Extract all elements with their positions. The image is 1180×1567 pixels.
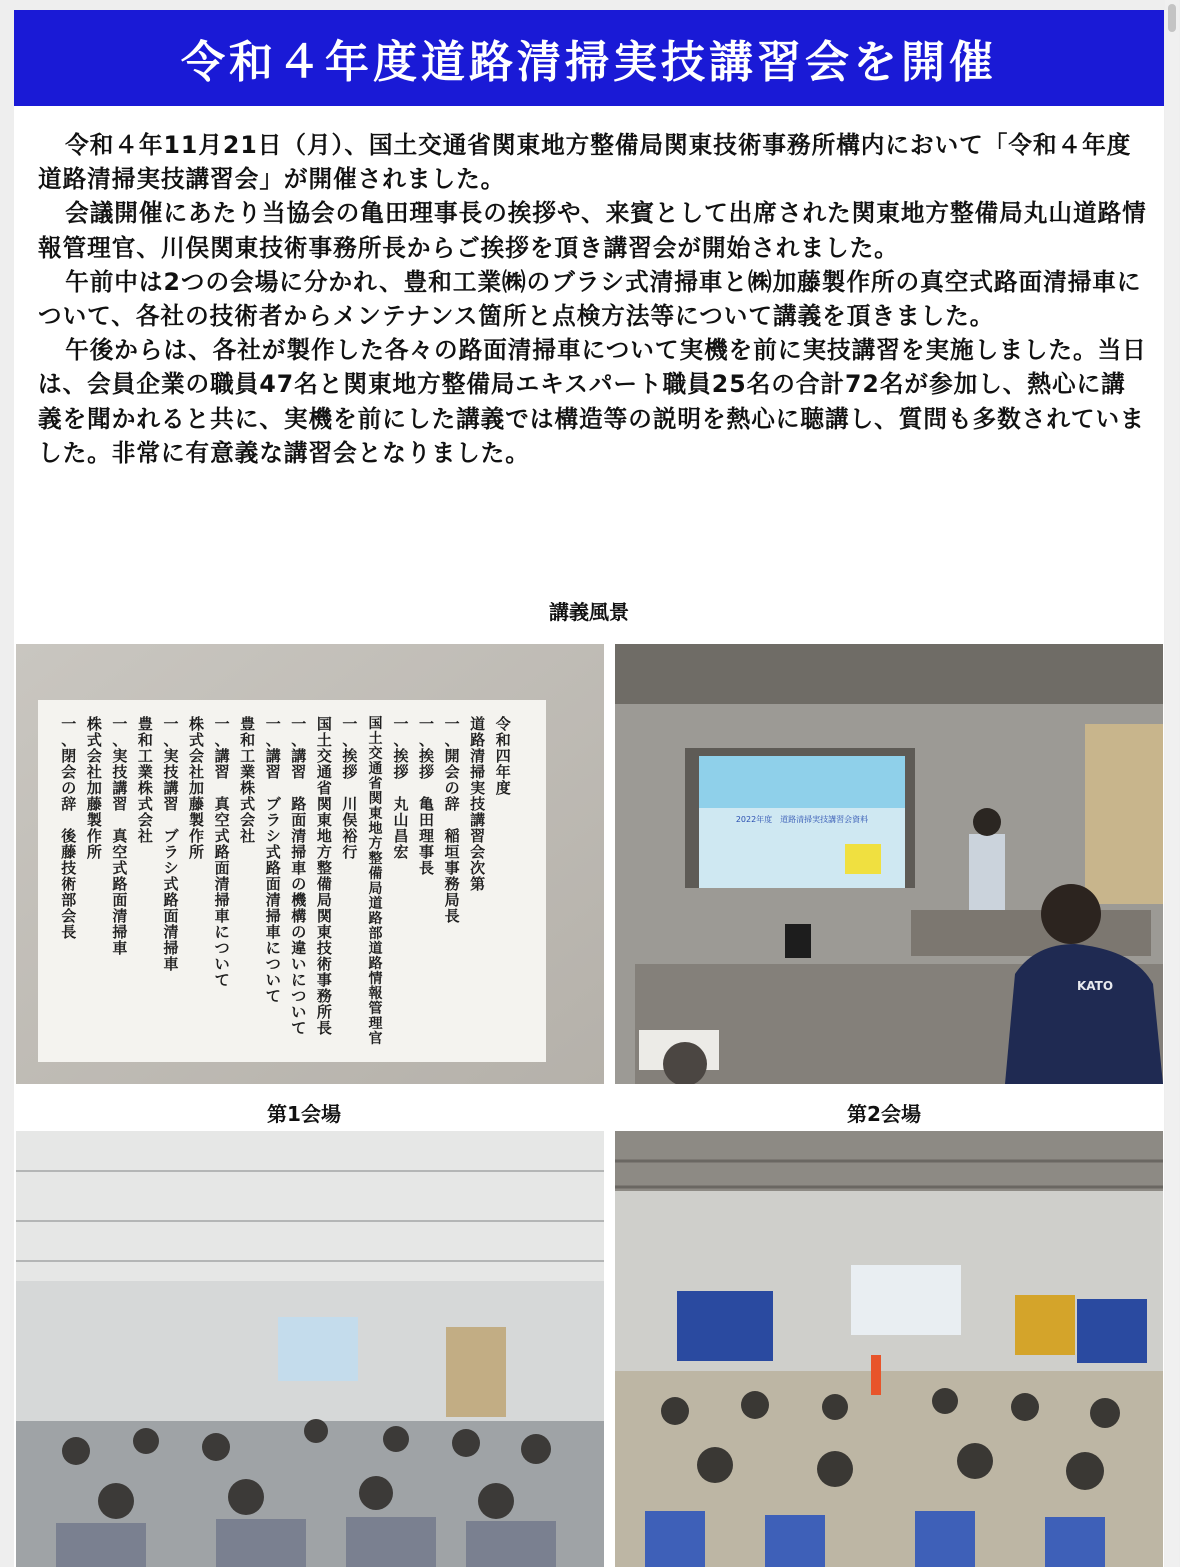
agenda-char: 長 bbox=[316, 1019, 332, 1037]
agenda-char: 路 bbox=[214, 843, 230, 861]
agenda-char: 会 bbox=[86, 747, 102, 765]
agenda-char: 術 bbox=[316, 955, 332, 973]
agenda-char: 工 bbox=[137, 747, 153, 765]
agenda-char: 一 bbox=[265, 715, 281, 733]
agenda-char: 講 bbox=[470, 811, 486, 829]
agenda-char: 一 bbox=[342, 715, 358, 733]
agenda-char: 路 bbox=[163, 891, 179, 909]
agenda-char: 社 bbox=[137, 827, 153, 845]
agenda-char: 社 bbox=[189, 763, 205, 781]
agenda-char: 交 bbox=[368, 746, 383, 762]
agenda-char: 会 bbox=[444, 763, 460, 781]
agenda-char: 車 bbox=[291, 859, 307, 877]
agenda-char: 株 bbox=[189, 715, 205, 733]
article-page bbox=[14, 10, 1164, 1567]
agenda-char: 製 bbox=[86, 811, 102, 829]
agenda-char: 裕 bbox=[342, 827, 358, 845]
agenda-char: 路 bbox=[368, 911, 383, 927]
agenda-char: 備 bbox=[368, 866, 383, 882]
agenda-char: 和 bbox=[495, 731, 511, 749]
agenda-char: 、 bbox=[61, 731, 77, 749]
hall1-photo bbox=[16, 1131, 604, 1567]
agenda-char: 業 bbox=[240, 763, 256, 781]
agenda-photo-image bbox=[16, 644, 604, 1084]
agenda-char: 会 bbox=[61, 763, 77, 781]
agenda-char: 年 bbox=[495, 763, 511, 781]
agenda-char: 一 bbox=[61, 715, 77, 733]
hall2-photo bbox=[615, 1131, 1163, 1567]
agenda-char: 講 bbox=[112, 779, 128, 797]
agenda-char: 閉 bbox=[61, 747, 77, 765]
agenda-char: 式 bbox=[112, 859, 128, 877]
agenda-char: 作 bbox=[189, 827, 205, 845]
agenda-char: 式 bbox=[137, 795, 153, 813]
agenda-char: 会 bbox=[189, 747, 205, 765]
agenda-char: 術 bbox=[61, 875, 77, 893]
agenda-char: 挨 bbox=[342, 747, 358, 765]
agenda-char: 和 bbox=[240, 731, 256, 749]
agenda-char: 長 bbox=[61, 923, 77, 941]
agenda-char: 式 bbox=[214, 827, 230, 845]
agenda-char: て bbox=[265, 987, 281, 1005]
photo1-caption: 第1会場 bbox=[267, 1102, 341, 1126]
agenda-char: 車 bbox=[265, 923, 281, 941]
agenda-char: 豊 bbox=[240, 715, 256, 733]
agenda-char: 路 bbox=[112, 875, 128, 893]
agenda-char: 清 bbox=[214, 875, 230, 893]
agenda-char: の bbox=[61, 779, 77, 797]
agenda-char: 習 bbox=[291, 763, 307, 781]
agenda-char: 事 bbox=[419, 843, 435, 861]
agenda-char: て bbox=[214, 971, 230, 989]
agenda-char: ラ bbox=[163, 843, 179, 861]
agenda-char: 加 bbox=[86, 779, 102, 797]
agenda-char: ブ bbox=[163, 827, 179, 845]
agenda-char: 清 bbox=[470, 747, 486, 765]
agenda-char: に bbox=[214, 923, 230, 941]
jacket-text: KATO bbox=[1077, 979, 1114, 993]
agenda-char: 会 bbox=[137, 811, 153, 829]
agenda-char: 作 bbox=[86, 827, 102, 845]
agenda-char: 和 bbox=[137, 731, 153, 749]
agenda-char: 技 bbox=[61, 859, 77, 877]
agenda-char: 藤 bbox=[189, 795, 205, 813]
agenda-char: 講 bbox=[214, 747, 230, 765]
agenda-char: 清 bbox=[265, 891, 281, 909]
agenda-char: 路 bbox=[291, 795, 307, 813]
agenda-char: 一 bbox=[393, 715, 409, 733]
agenda-char: 路 bbox=[470, 731, 486, 749]
agenda-char: 報 bbox=[368, 986, 383, 1002]
agenda-char: 局 bbox=[316, 891, 332, 909]
agenda-char: 挨 bbox=[419, 747, 435, 765]
agenda-char: 辞 bbox=[61, 795, 77, 813]
agenda-char: 習 bbox=[265, 763, 281, 781]
agenda-char: 、 bbox=[291, 731, 307, 749]
agenda-char: 地 bbox=[368, 821, 383, 837]
agenda-char: 理 bbox=[419, 827, 435, 845]
room2-photo bbox=[615, 644, 1163, 1084]
agenda-char: 掃 bbox=[470, 763, 486, 781]
agenda-char: い bbox=[214, 955, 230, 973]
agenda-char: 工 bbox=[240, 747, 256, 765]
hall1-photo-image bbox=[16, 1131, 604, 1567]
agenda-char: 、 bbox=[112, 731, 128, 749]
agenda-char: 開 bbox=[444, 747, 460, 765]
agenda-char: い bbox=[291, 1003, 307, 1021]
agenda-char: 豊 bbox=[137, 715, 153, 733]
page-title: 令和４年度道路清掃実技講習会を開催 bbox=[181, 37, 997, 88]
title-banner bbox=[14, 10, 1164, 106]
agenda-char: 加 bbox=[189, 779, 205, 797]
agenda-char: 拶 bbox=[342, 763, 358, 781]
agenda-char: 一 bbox=[291, 715, 307, 733]
agenda-char: 、 bbox=[393, 731, 409, 749]
agenda-char: つ bbox=[265, 955, 281, 973]
vertical-scrollbar[interactable] bbox=[1165, 0, 1179, 1567]
agenda-char: 国 bbox=[316, 715, 332, 733]
agenda-char: の bbox=[444, 779, 460, 797]
agenda-char: 管 bbox=[368, 1001, 383, 1017]
agenda-char: 業 bbox=[137, 763, 153, 781]
agenda-char: 部 bbox=[61, 891, 77, 909]
agenda-char: に bbox=[291, 971, 307, 989]
agenda-photo bbox=[16, 644, 604, 1084]
agenda-char: 後 bbox=[61, 827, 77, 845]
agenda-char: ブ bbox=[265, 795, 281, 813]
agenda-char: に bbox=[265, 939, 281, 957]
agenda-char: 道 bbox=[470, 715, 486, 733]
agenda-char: 拶 bbox=[393, 763, 409, 781]
agenda-char: 長 bbox=[419, 859, 435, 877]
agenda-char: 土 bbox=[316, 731, 332, 749]
agenda-char: 山 bbox=[393, 811, 409, 829]
agenda-char: 掃 bbox=[291, 843, 307, 861]
agenda-char: 長 bbox=[444, 907, 460, 925]
agenda-char: 違 bbox=[291, 939, 307, 957]
agenda-char: つ bbox=[214, 939, 230, 957]
agenda-char: 、 bbox=[163, 731, 179, 749]
agenda-char: 式 bbox=[189, 731, 205, 749]
agenda-char: 清 bbox=[112, 907, 128, 925]
agenda-char: 掃 bbox=[112, 923, 128, 941]
agenda-char: 東 bbox=[316, 923, 332, 941]
agenda-char: 四 bbox=[495, 747, 511, 765]
agenda-char: 構 bbox=[291, 907, 307, 925]
agenda-char: 掃 bbox=[163, 939, 179, 957]
agenda-char: 俣 bbox=[342, 811, 358, 829]
agenda-char: 局 bbox=[368, 881, 383, 897]
agenda-char: 掃 bbox=[265, 907, 281, 925]
agenda-char: 官 bbox=[368, 1031, 383, 1047]
agenda-char: 面 bbox=[214, 859, 230, 877]
agenda-char: 車 bbox=[163, 955, 179, 973]
agenda-char: 通 bbox=[316, 763, 332, 781]
agenda-char: 亀 bbox=[419, 795, 435, 813]
hall2-photo-image bbox=[615, 1131, 1163, 1567]
agenda-char: 、 bbox=[342, 731, 358, 749]
agenda-char: 川 bbox=[342, 795, 358, 813]
agenda-char: 務 bbox=[316, 987, 332, 1005]
agenda-char: 路 bbox=[368, 956, 383, 972]
agenda-char: 情 bbox=[368, 971, 383, 987]
agenda-char: 技 bbox=[470, 795, 486, 813]
paragraph-2: 会議開催にあたり当協会の亀田理事長の挨拶や、来賓として出席された関東地方整備局丸山道路情報管理官、川俣関東技術事務所長からご挨拶を頂き講習会が開始されました。 bbox=[38, 199, 1147, 262]
agenda-char: 会 bbox=[240, 811, 256, 829]
agenda-char: の bbox=[291, 875, 307, 893]
agenda-char: 真 bbox=[214, 795, 230, 813]
article-body bbox=[38, 128, 1148, 470]
agenda-char: 真 bbox=[112, 827, 128, 845]
agenda-char: 関 bbox=[316, 795, 332, 813]
agenda-char: 車 bbox=[214, 907, 230, 925]
agenda-char: 度 bbox=[495, 779, 511, 797]
agenda-char: 通 bbox=[368, 761, 383, 777]
agenda-char: 実 bbox=[163, 747, 179, 765]
agenda-char: 道 bbox=[368, 941, 383, 957]
agenda-char: 習 bbox=[112, 795, 128, 813]
agenda-char: 面 bbox=[163, 907, 179, 925]
agenda-char: 社 bbox=[86, 763, 102, 781]
agenda-char: 空 bbox=[214, 811, 230, 829]
agenda-char: 務 bbox=[444, 875, 460, 893]
agenda-char: 方 bbox=[368, 836, 383, 852]
agenda-char: 一 bbox=[444, 715, 460, 733]
agenda-char: シ bbox=[265, 827, 281, 845]
agenda-char: 、 bbox=[265, 731, 281, 749]
agenda-char: 所 bbox=[316, 1003, 332, 1021]
room2-photo-image bbox=[615, 644, 1163, 1084]
agenda-char: つ bbox=[291, 987, 307, 1005]
agenda-char: 所 bbox=[86, 843, 102, 861]
agenda-char: 藤 bbox=[86, 795, 102, 813]
photo2-caption: 第2会場 bbox=[847, 1102, 921, 1126]
agenda-char: 面 bbox=[112, 891, 128, 909]
agenda-char: 昌 bbox=[393, 827, 409, 845]
agenda-char: 式 bbox=[86, 731, 102, 749]
agenda-char: 車 bbox=[112, 939, 128, 957]
agenda-char: 路 bbox=[265, 859, 281, 877]
agenda-char: 辞 bbox=[444, 795, 460, 813]
agenda-char: 清 bbox=[163, 923, 179, 941]
agenda-char: い bbox=[265, 971, 281, 989]
agenda-char: 事 bbox=[444, 859, 460, 877]
agenda-char: 製 bbox=[189, 811, 205, 829]
agenda-char: 一 bbox=[419, 715, 435, 733]
agenda-char: 局 bbox=[444, 891, 460, 909]
agenda-char: 稲 bbox=[444, 827, 460, 845]
agenda-char: 省 bbox=[316, 779, 332, 797]
paragraph-4: 午後からは、各社が製作した各々の路面清掃車について実機を前に実技講習を実施しました。当日は、会員企業の職員47名と関東地方整備局エキスパート職員25名の合計72名が参加し、熱心に講義を聞かれると共に、実機を前にした講義では構造等の説明を熱心に聴講し、質問も多数されていました。非常に有意義な講習会となりました。 bbox=[38, 336, 1147, 467]
agenda-char: 式 bbox=[265, 843, 281, 861]
agenda-char: 習 bbox=[163, 795, 179, 813]
agenda-char: 習 bbox=[470, 827, 486, 845]
agenda-char: 清 bbox=[291, 827, 307, 845]
agenda-char: 式 bbox=[163, 875, 179, 893]
screen-title: 2022年度 道路清掃実技講習会資料 bbox=[735, 815, 869, 824]
agenda-char: 省 bbox=[368, 776, 383, 792]
agenda-char: 講 bbox=[163, 779, 179, 797]
agenda-char: 技 bbox=[112, 763, 128, 781]
agenda-char: 株 bbox=[240, 779, 256, 797]
agenda-char: 備 bbox=[316, 875, 332, 893]
agenda-char: 東 bbox=[316, 811, 332, 829]
agenda-char: 面 bbox=[291, 811, 307, 829]
paragraph-3: 午前中は2つの会場に分かれ、豊和工業㈱のブラシ式清掃車と㈱加藤製作所の真空式路面清掃車について、各社の技術者からメンテナンス箇所と点検方法等について講義を頂きました。 bbox=[38, 267, 1142, 331]
agenda-char: 東 bbox=[368, 806, 383, 822]
agenda-char: 田 bbox=[419, 811, 435, 829]
agenda-char: 行 bbox=[342, 843, 358, 861]
agenda-char: 交 bbox=[316, 747, 332, 765]
paragraph-1: 令和４年11月21日（月）、国土交通省関東地方整備局関東技術事務所構内において「令和４年度道路清掃実技講習会」が開催されました。 bbox=[38, 131, 1132, 194]
agenda-char: 式 bbox=[240, 795, 256, 813]
agenda-char: 道 bbox=[368, 896, 383, 912]
agenda-char: 事 bbox=[316, 971, 332, 989]
agenda-char: 社 bbox=[240, 827, 256, 845]
agenda-char: 整 bbox=[368, 851, 383, 867]
scrollbar-thumb[interactable] bbox=[1168, 4, 1176, 32]
agenda-char: 空 bbox=[112, 843, 128, 861]
agenda-char: て bbox=[291, 1019, 307, 1037]
agenda-char: 藤 bbox=[61, 843, 77, 861]
agenda-char: 実 bbox=[112, 747, 128, 765]
agenda-char: 会 bbox=[61, 907, 77, 925]
agenda-char: の bbox=[291, 923, 307, 941]
agenda-char: 講 bbox=[265, 747, 281, 765]
agenda-char: 会 bbox=[470, 843, 486, 861]
agenda-char: 一 bbox=[163, 715, 179, 733]
agenda-char: 関 bbox=[368, 791, 383, 807]
agenda-char: ラ bbox=[265, 811, 281, 829]
agenda-char: 丸 bbox=[393, 795, 409, 813]
agenda-char: 機 bbox=[291, 891, 307, 909]
section-caption: 講義風景 bbox=[549, 600, 629, 624]
agenda-char: 株 bbox=[137, 779, 153, 797]
agenda-char: 整 bbox=[316, 859, 332, 877]
agenda-char: 理 bbox=[368, 1016, 383, 1032]
agenda-char: 一 bbox=[214, 715, 230, 733]
agenda-char: 土 bbox=[368, 731, 383, 747]
agenda-char: シ bbox=[163, 859, 179, 877]
agenda-char: 部 bbox=[368, 926, 383, 942]
agenda-char: 、 bbox=[444, 731, 460, 749]
agenda-char: 拶 bbox=[419, 763, 435, 781]
agenda-char: 第 bbox=[470, 875, 486, 893]
agenda-char: 講 bbox=[291, 747, 307, 765]
agenda-char: 国 bbox=[368, 716, 383, 732]
agenda-char: 株 bbox=[86, 715, 102, 733]
agenda-char: 、 bbox=[419, 731, 435, 749]
agenda-char: 実 bbox=[470, 779, 486, 797]
agenda-char: 地 bbox=[316, 827, 332, 845]
agenda-char: 関 bbox=[316, 907, 332, 925]
agenda-char: 次 bbox=[470, 859, 486, 877]
agenda-char: 垣 bbox=[444, 843, 460, 861]
agenda-char: 所 bbox=[189, 843, 205, 861]
agenda-char: 宏 bbox=[393, 843, 409, 861]
agenda-char: 面 bbox=[265, 875, 281, 893]
agenda-char: 技 bbox=[163, 763, 179, 781]
agenda-char: 一 bbox=[112, 715, 128, 733]
agenda-char: 技 bbox=[316, 939, 332, 957]
agenda-char: い bbox=[291, 955, 307, 973]
agenda-char: 挨 bbox=[393, 747, 409, 765]
agenda-char: 方 bbox=[316, 843, 332, 861]
agenda-char: 令 bbox=[495, 715, 511, 733]
agenda-char: 、 bbox=[214, 731, 230, 749]
agenda-char: 習 bbox=[214, 763, 230, 781]
agenda-char: 掃 bbox=[214, 891, 230, 909]
